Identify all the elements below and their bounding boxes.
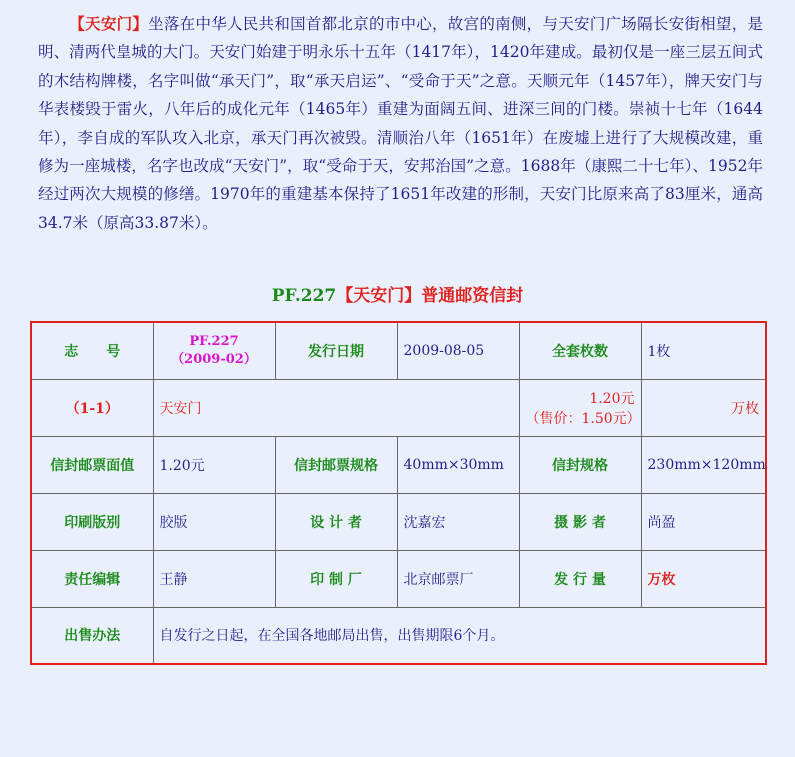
- sale-method: 自发行之日起，在全国各地邮局出售，出售期限6个月。: [153, 607, 766, 664]
- label-issue-quantity: 发 行 量: [519, 550, 641, 607]
- item-quantity: 万枚: [641, 379, 766, 436]
- issue-quantity: 万枚: [641, 550, 766, 607]
- table-row: [31, 436, 766, 493]
- sign-value: [153, 322, 275, 379]
- stamp-info-table: [30, 321, 767, 665]
- face-value: 1.20元: [153, 436, 275, 493]
- label-face-value: 信封邮票面值: [31, 436, 153, 493]
- label-sale-method: 出售办法: [31, 607, 153, 664]
- photographer: 尚盈: [641, 493, 766, 550]
- item-price: [519, 379, 641, 436]
- label-set-count: 全套枚数: [519, 322, 641, 379]
- title-code: PF.227: [271, 286, 337, 306]
- set-count: 1枚: [641, 322, 766, 379]
- label-photographer: 摄 影 者: [519, 493, 641, 550]
- item-name: 天安门: [153, 379, 519, 436]
- intro-highlight: 【天安门】: [69, 14, 149, 33]
- intro-paragraph: [38, 10, 763, 237]
- intro-text: 坐落在中华人民共和国首都北京的市中心，故宫的南侧，与天安门广场隔长安街相望，是明、清两代皇城的大门。天安门始建于明永乐十五年（1417年），1420年建成。最初仅是一座三层五间式的木结构牌楼，名字叫做“承天门”，取“承天启运”、“受命于天”之意。天顺元年（1457年），牌天安门与华表楼毁于雷火，八年后的成化元年（1465年）重建为面阔五间、进深三间的门楼。崇祯十七年（1644年），李自成的军队攻入北京，承天门再次被毁。清顺治八年（1651年）在废墟上进行了大规模改建，重修为一座城楼，名字也改成“天安门”，取“受命于天，安邦治国”之意。1688年（康熙二十七年）、1952年经过两次大规模的修缮。1970年的重建基本保持了1651年改建的形制，天安门比原来高了83厘米，通高34.7米（原高33.87米）。: [38, 15, 763, 232]
- table-row: [31, 607, 766, 664]
- table-row: [31, 379, 766, 436]
- face-price: 1.20元: [589, 390, 635, 407]
- label-sign: 志 号: [31, 322, 153, 379]
- label-print-method: 印刷版别: [31, 493, 153, 550]
- table-row: [31, 322, 766, 379]
- title-name: 【天安门】普通邮资信封: [336, 286, 524, 306]
- stamp-size: 40mm×30mm: [397, 436, 519, 493]
- label-issue-date: 发行日期: [275, 322, 397, 379]
- label-printer: 印 制 厂: [275, 550, 397, 607]
- item-number: （1-1）: [31, 379, 153, 436]
- editor: 王静: [153, 550, 275, 607]
- designer: 沈嘉宏: [397, 493, 519, 550]
- label-stamp-size: 信封邮票规格: [275, 436, 397, 493]
- sign-code: PF.227: [189, 333, 239, 349]
- printer: 北京邮票厂: [397, 550, 519, 607]
- print-method: 胶版: [153, 493, 275, 550]
- sale-price: （售价：1.50元）: [525, 410, 641, 427]
- label-designer: 设 计 者: [275, 493, 397, 550]
- label-editor: 责任编辑: [31, 550, 153, 607]
- issue-date: 2009-08-05: [397, 322, 519, 379]
- table-row: [31, 550, 766, 607]
- label-envelope-size: 信封规格: [519, 436, 641, 493]
- table-row: [31, 493, 766, 550]
- envelope-size: 230mm×120mm: [641, 436, 766, 493]
- page-title: [0, 281, 795, 306]
- sign-year: （2009-02）: [171, 351, 257, 367]
